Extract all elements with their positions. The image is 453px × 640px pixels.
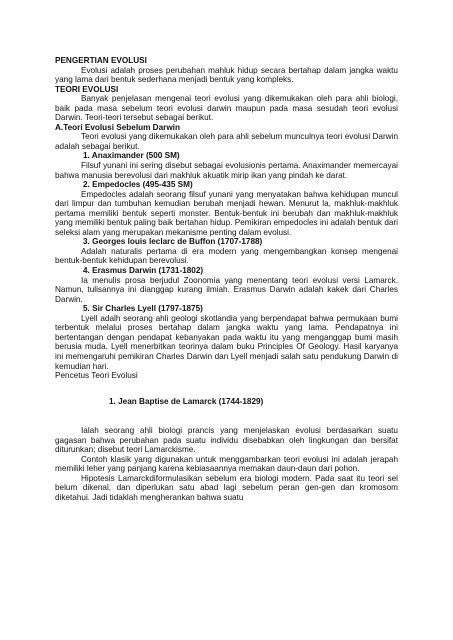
- heading-charles-lyell: 5. Sir Charles Lyell (1797-1875): [83, 304, 203, 314]
- paragraph-buffon: Adalah naturalis pertama di era modern yang mengembangkan konsep mengenai bentuk-bentuk kehidupan berevolusi.: [55, 246, 398, 266]
- label-pencetus: Pencetus Teori Evolusi: [55, 371, 138, 381]
- heading-erasmus-darwin: 4. Erasmus Darwin (1731-1802): [83, 266, 204, 276]
- paragraph-pengertian: Evolusi adalah proses perubahan mahluk hidup secara bertahap dalam jangka waktu yang lama dari bentuk sederhana menjadi bentuk yang kompleks.: [55, 65, 398, 85]
- heading-pengertian-evolusi: PENGERTIAN EVOLUSI: [55, 56, 147, 65]
- paragraph-erasmus-darwin: Ia menulis prosa berjudul Zoonomia yang menentang teori evolusi versi Lamarck. Namun, tulisannya ini dianggap kurang ilmiah. Erasmus Darwin adalah kakek dari Charles Darwin.: [55, 275, 398, 304]
- paragraph-charles-lyell: Lyell adalh seorang ahli geologi skotlandia yang berpendapat bahwa permukaan bumi terbentuk melalui proses bertahap dalam jangka waktu yang lama. Pendapatnya ini bertentangan dengan pendapat kebanyakan pada waktu itu yang menganggap bumi masih berusia muda. Lyell menerbitkan teorinya dalam buku Principles Of Geology. Hasil karyanya ini memengaruhi pemikiran Charles Darwin dan Lyell menjadi salah satu pendukung Darwin di kemudian hari.: [55, 313, 398, 371]
- heading-empedocles: 2. Empedocles (495-435 SM): [83, 180, 193, 190]
- paragraph-teori: Banyak penjelasan mengenai teori evolusi yang dikemukakan oleh para ahli biologi, baik pada masa sebelum teori evolusi darwin maupun pada masa sesudah teori evolusi Darwin. Teori-teori tersebut sebagai berikut.: [55, 94, 398, 123]
- paragraph-empedocles: Empedocles adalah seorang filsuf yunani yang menyatakan bahwa kehidupan muncul dari limpur dan tumbuhan kemudian berubah menjadi hewan. Menurut la, makhluk-makhluk pertama memiliki bentuk seperti monster. Bentuk-bentuk ini berubah dan makhluk-makhluk yang memiliki bentuk paling baik bertahan hidup. Pemikiran empedocles ini adalah bentuk dari seleksi alam yang merupakan mekanisme penting dalam evolusi.: [55, 189, 398, 237]
- spacer: [55, 381, 398, 397]
- paragraph-sebelum-darwin: Teori evolusi yang dikemukakan oleh para ahli sebelum munculnya teori evolusi Darwin adalah sebagai berikut.: [55, 132, 398, 151]
- heading-buffon: 3. Georges louis leclarc de Buffon (1707-1788): [83, 237, 263, 247]
- spacer: [55, 406, 398, 426]
- paragraph-lamarck-1: Ialah seorang ahli biologi prancis yang menjelaskan evolusi berdasarkan suatu gagasan bahwa perubahan pada suatu individu disebabkan oleh lingkungan dan bersifat diturunkan; disebut teori Lamarckisme.: [55, 426, 398, 455]
- paragraph-lamarck-2: Contoh klasik yang digunakan untuk menggambarkan teori evolusi ini adalah jerapah memiliki leher yang panjang karena kebiasaannya memakan daun-daun dari pohon.: [55, 454, 398, 474]
- document-body: [55, 56, 398, 503]
- paragraph-lamarck-3: Hipotesis Lamarckdiformulasikan sebelum era biologi modern. Pada saat itu teori sel belum dikenal, dan diperlukan satu abad lagi sebelum peran gen-gen dan kromosom diketahui. Jadi tidaklah mengherankan bahwa suatu: [55, 473, 398, 502]
- heading-anaximander: 1. Anaximander (500 SM): [83, 151, 180, 161]
- heading-sebelum-darwin: A.Teori Evolusi Sebelum Darwin: [55, 122, 180, 132]
- heading-teori-evolusi: TEORI EVOLUSI: [55, 84, 119, 94]
- heading-lamarck: 1. Jean Baptise de Lamarck (1744-1829): [109, 396, 264, 406]
- paragraph-anaximander: Filsuf yunani ini sering disebut sebagai evolusionis pertama. Anaximander memercayai bahwa manusia berevolusi dari makhluk akuatik mirip ikan yang pindah ke darat.: [55, 161, 398, 180]
